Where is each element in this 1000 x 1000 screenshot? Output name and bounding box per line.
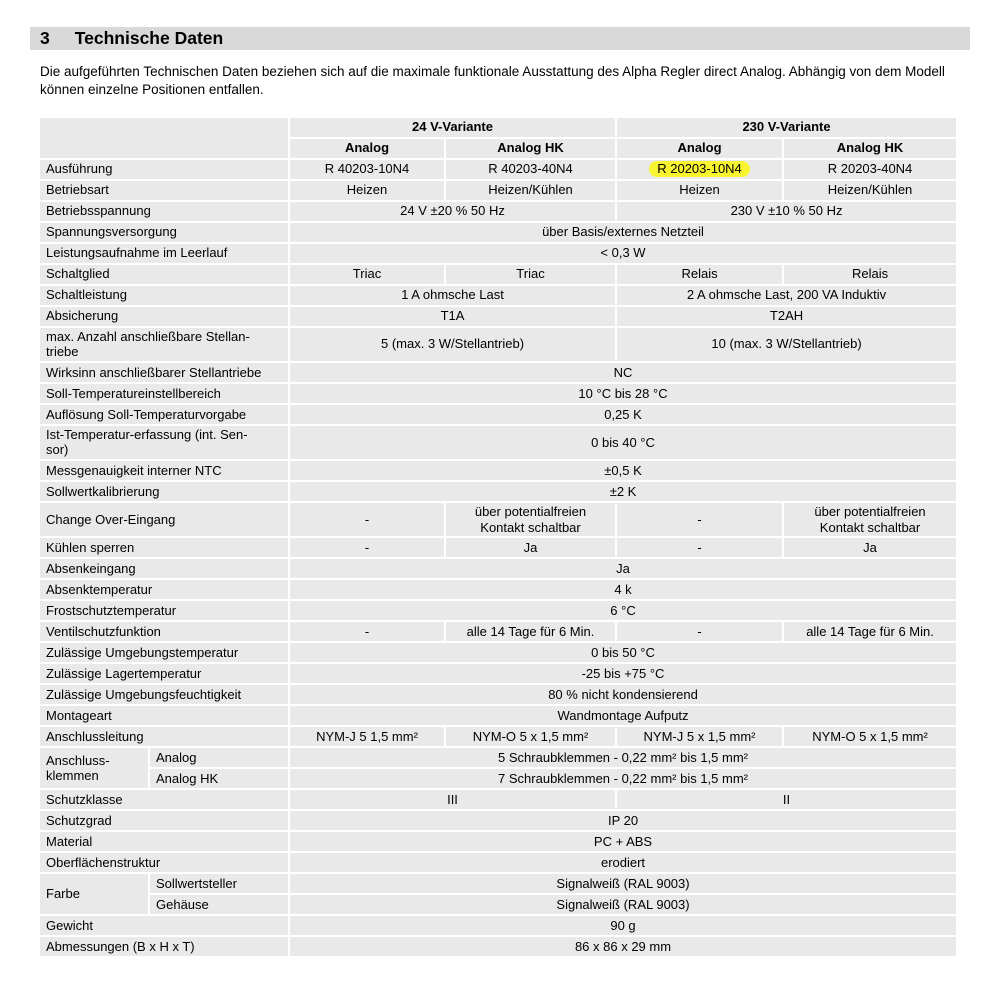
table-row [40, 202, 956, 221]
table-row [40, 580, 956, 599]
row-label: Oberflächenstruktur [40, 853, 288, 872]
value-cell: - [290, 503, 444, 536]
row-label: Kühlen sperren [40, 538, 288, 557]
value-cell: Ja [446, 538, 615, 557]
table-row [40, 363, 956, 382]
value-cell: Relais [784, 265, 956, 284]
section-heading-bar [30, 27, 970, 50]
row-sublabel: Analog [150, 748, 288, 767]
row-label: Schutzgrad [40, 811, 288, 830]
table-row [40, 503, 956, 536]
value-cell: T2AH [617, 307, 956, 326]
value-cell: 1 A ohmsche Last [290, 286, 615, 305]
value-cell: Signalweiß (RAL 9003) [290, 895, 956, 914]
value-cell: NYM-O 5 x 1,5 mm² [784, 727, 956, 746]
row-label: Anschlussleitung [40, 727, 288, 746]
value-cell: 5 Schraubklemmen - 0,22 mm² bis 1,5 mm² [290, 748, 956, 767]
row-label: max. Anzahl anschließbare Stellan- triebe [40, 328, 288, 361]
value-cell: 0 bis 50 °C [290, 643, 956, 662]
value-cell: - [290, 622, 444, 641]
row-label: Betriebsspannung [40, 202, 288, 221]
value-cell: über potentialfreien Kontakt schaltbar [784, 503, 956, 536]
table-row [40, 160, 956, 179]
value-cell: 4 k [290, 580, 956, 599]
table-row [40, 559, 956, 578]
value-cell: - [617, 503, 782, 536]
highlighted-value: R 20203-10N4 [649, 161, 750, 177]
value-cell: Triac [446, 265, 615, 284]
table-row [40, 937, 956, 956]
table-row [40, 769, 956, 788]
column-header-230v-analog-hk: Analog HK [784, 139, 956, 158]
table-row [40, 405, 956, 424]
value-cell: R 20203-40N4 [784, 160, 956, 179]
row-label: Montageart [40, 706, 288, 725]
value-cell [617, 160, 782, 179]
row-label: Ausführung [40, 160, 288, 179]
row-label: Sollwertkalibrierung [40, 482, 288, 501]
section-number: 3 [40, 28, 50, 48]
table-row [40, 748, 956, 767]
value-cell: 90 g [290, 916, 956, 935]
table-row [40, 482, 956, 501]
row-label: Zulässige Umgebungstemperatur [40, 643, 288, 662]
table-row [40, 181, 956, 200]
table-header-row-variants [40, 118, 956, 137]
value-cell: NC [290, 363, 956, 382]
row-label: Schutzklasse [40, 790, 288, 809]
value-cell: 24 V ±20 % 50 Hz [290, 202, 615, 221]
row-label: Zulässige Lagertemperatur [40, 664, 288, 683]
value-cell: III [290, 790, 615, 809]
row-label: Absenktemperatur [40, 580, 288, 599]
table-row [40, 664, 956, 683]
value-cell: über potentialfreien Kontakt schaltbar [446, 503, 615, 536]
table-row [40, 790, 956, 809]
row-label: Material [40, 832, 288, 851]
table-body [40, 160, 956, 957]
column-header-230v-analog: Analog [617, 139, 782, 158]
value-cell: R 40203-10N4 [290, 160, 444, 179]
value-cell: 6 °C [290, 601, 956, 620]
table-row [40, 811, 956, 830]
value-cell: R 40203-40N4 [446, 160, 615, 179]
row-label: Spannungsversorgung [40, 223, 288, 242]
value-cell: II [617, 790, 956, 809]
table-row [40, 244, 956, 263]
table-row [40, 727, 956, 746]
table-row [40, 538, 956, 557]
value-cell: 5 (max. 3 W/Stellantrieb) [290, 328, 615, 361]
table-row [40, 832, 956, 851]
value-cell: Ja [784, 538, 956, 557]
value-cell: 80 % nicht kondensierend [290, 685, 956, 704]
value-cell: ±2 K [290, 482, 956, 501]
row-label: Schaltleistung [40, 286, 288, 305]
table-row [40, 223, 956, 242]
value-cell: Wandmontage Aufputz [290, 706, 956, 725]
table-row [40, 328, 956, 361]
column-header-24v-analog-hk: Analog HK [446, 139, 615, 158]
value-cell: < 0,3 W [290, 244, 956, 263]
value-cell: NYM-J 5 x 1,5 mm² [617, 727, 782, 746]
value-cell: ±0,5 K [290, 461, 956, 480]
value-cell: 10 (max. 3 W/Stellantrieb) [617, 328, 956, 361]
table-row [40, 307, 956, 326]
value-cell: T1A [290, 307, 615, 326]
row-label: Gewicht [40, 916, 288, 935]
value-cell: Relais [617, 265, 782, 284]
row-label: Zulässige Umgebungsfeuchtigkeit [40, 685, 288, 704]
value-cell: 7 Schraubklemmen - 0,22 mm² bis 1,5 mm² [290, 769, 956, 788]
table-row [40, 706, 956, 725]
value-cell: 10 °C bis 28 °C [290, 384, 956, 403]
value-cell: Heizen/Kühlen [446, 181, 615, 200]
value-cell: IP 20 [290, 811, 956, 830]
row-sublabel: Analog HK [150, 769, 288, 788]
row-label: Absicherung [40, 307, 288, 326]
value-cell: 230 V ±10 % 50 Hz [617, 202, 956, 221]
row-label: Change Over-Eingang [40, 503, 288, 536]
table-row [40, 874, 956, 893]
row-sublabel: Gehäuse [150, 895, 288, 914]
value-cell: -25 bis +75 °C [290, 664, 956, 683]
table-row [40, 426, 956, 459]
value-cell: Heizen [617, 181, 782, 200]
value-cell: Heizen [290, 181, 444, 200]
value-cell: Heizen/Kühlen [784, 181, 956, 200]
column-header-24v-analog: Analog [290, 139, 444, 158]
value-cell: Signalweiß (RAL 9003) [290, 874, 956, 893]
row-label: Ist-Temperatur-erfassung (int. Sen- sor) [40, 426, 288, 459]
row-label: Leistungsaufnahme im Leerlauf [40, 244, 288, 263]
intro-paragraph: Die aufgeführten Technischen Daten beziehen sich auf die maximale funktionale Ausstattung des Alpha Regler direct Analog. Abhängig von dem Modell können einzelne Positionen entfallen. [40, 64, 945, 97]
value-cell: NYM-O 5 x 1,5 mm² [446, 727, 615, 746]
value-cell: Triac [290, 265, 444, 284]
value-cell: 0,25 K [290, 405, 956, 424]
row-label: Absenkeingang [40, 559, 288, 578]
table-row [40, 265, 956, 284]
row-sublabel: Sollwertsteller [150, 874, 288, 893]
column-group-230v: 230 V-Variante [617, 118, 956, 137]
row-label: Betriebsart [40, 181, 288, 200]
row-label: Schaltglied [40, 265, 288, 284]
table-row [40, 622, 956, 641]
value-cell: - [290, 538, 444, 557]
technical-data-table [38, 116, 958, 959]
table-row [40, 461, 956, 480]
table-row [40, 643, 956, 662]
row-label: Auflösung Soll-Temperaturvorgabe [40, 405, 288, 424]
row-label: Ventilschutzfunktion [40, 622, 288, 641]
value-cell: 2 A ohmsche Last, 200 VA Induktiv [617, 286, 956, 305]
value-cell: 0 bis 40 °C [290, 426, 956, 459]
table-row [40, 853, 956, 872]
value-cell: über Basis/externes Netzteil [290, 223, 956, 242]
header-corner-cell [40, 118, 288, 158]
value-cell: erodiert [290, 853, 956, 872]
table-row [40, 601, 956, 620]
table-row [40, 384, 956, 403]
value-cell: PC + ABS [290, 832, 956, 851]
table-row [40, 916, 956, 935]
value-cell: - [617, 622, 782, 641]
row-label: Abmessungen (B x H x T) [40, 937, 288, 956]
row-label: Frostschutztemperatur [40, 601, 288, 620]
value-cell: Ja [290, 559, 956, 578]
table-row [40, 286, 956, 305]
row-label: Messgenauigkeit interner NTC [40, 461, 288, 480]
value-cell: alle 14 Tage für 6 Min. [784, 622, 956, 641]
value-cell: NYM-J 5 1,5 mm² [290, 727, 444, 746]
row-label: Anschluss- klemmen [40, 748, 148, 788]
row-label: Soll-Temperatureinstellbereich [40, 384, 288, 403]
table-row [40, 895, 956, 914]
column-group-24v: 24 V-Variante [290, 118, 615, 137]
value-cell: 86 x 86 x 29 mm [290, 937, 956, 956]
row-label: Wirksinn anschließbarer Stellantriebe [40, 363, 288, 382]
row-label: Farbe [40, 874, 148, 914]
value-cell: - [617, 538, 782, 557]
page-title: Technische Daten [74, 28, 224, 48]
table-row [40, 685, 956, 704]
value-cell: alle 14 Tage für 6 Min. [446, 622, 615, 641]
